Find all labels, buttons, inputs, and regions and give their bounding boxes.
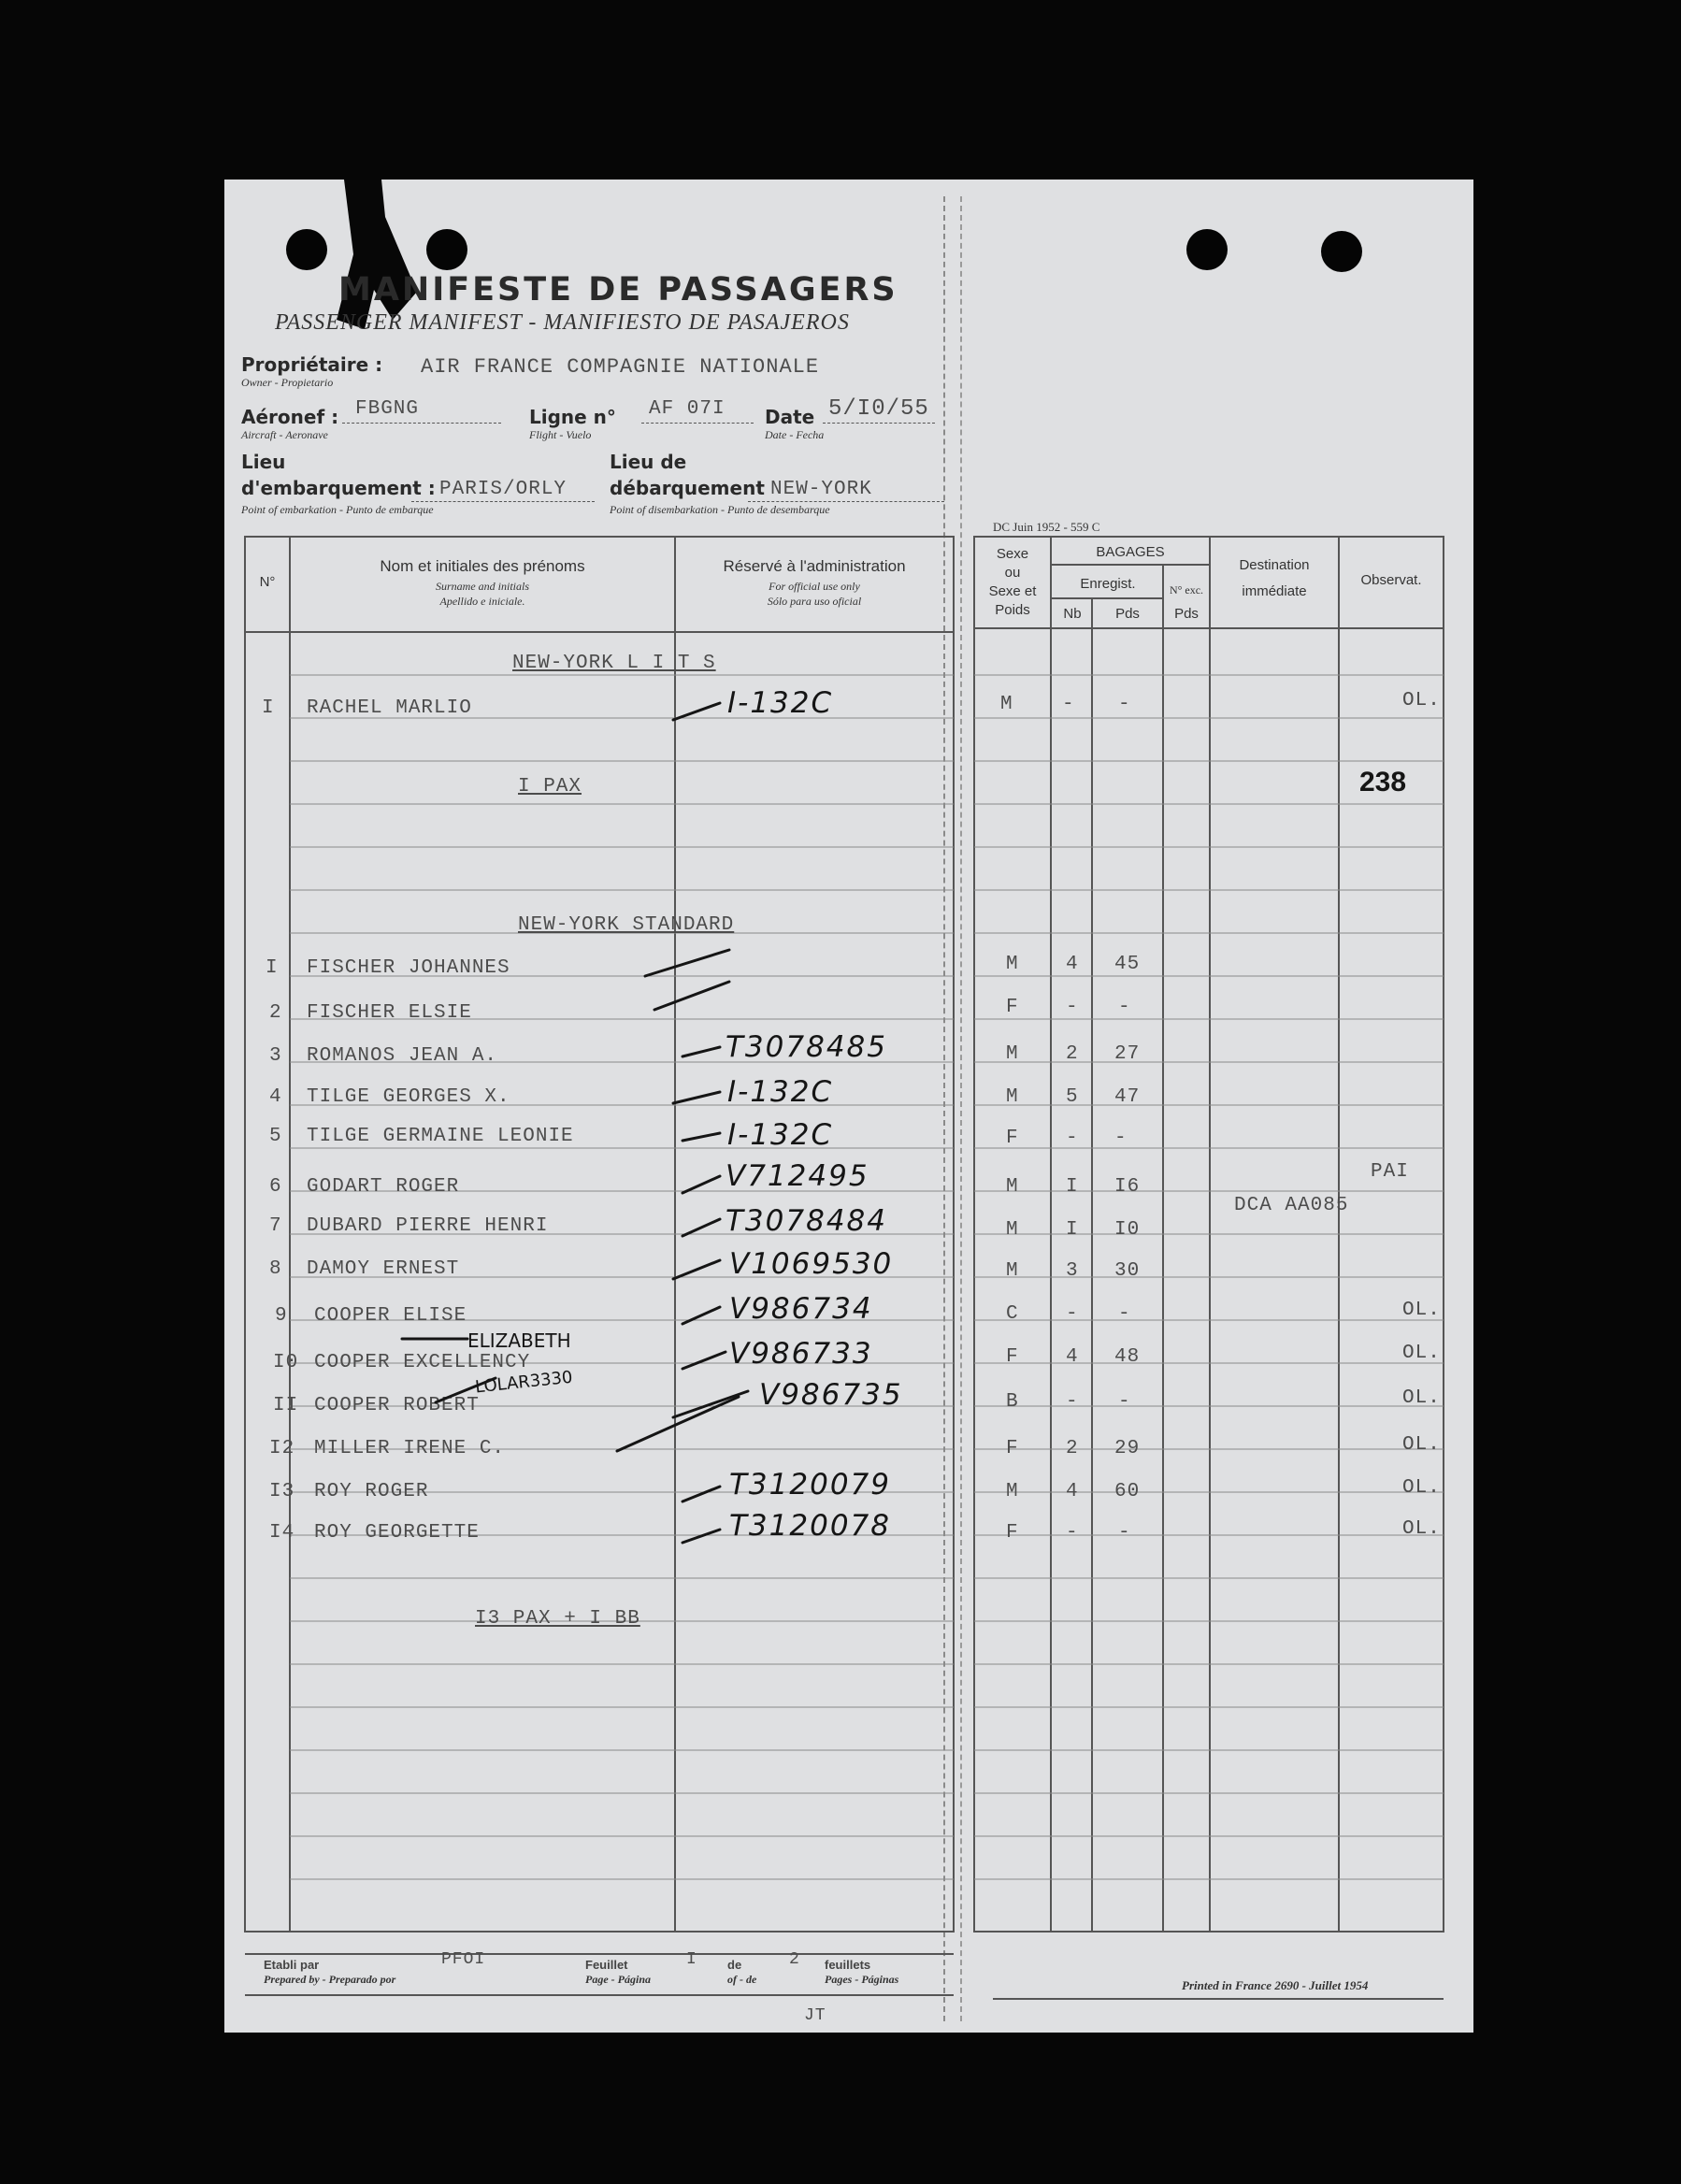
page-sub: Page - Página [585, 1973, 651, 1986]
column-header-name-sub-2: Apellido e iniciale. [439, 595, 525, 608]
baggage-weight: - [1118, 997, 1131, 1018]
page-label: Feuillet [585, 1958, 628, 1972]
baggage-weight: - [1118, 1391, 1131, 1413]
page-subtitle: PASSENGER MANIFEST - MANIFIESTO DE PASAJEROS [275, 310, 850, 335]
baggage-count: I [1066, 1219, 1079, 1241]
embarkation-label-2: d'embarquement : [241, 477, 436, 499]
sex: F [1006, 1438, 1019, 1459]
sex: M [1006, 1043, 1019, 1065]
baggage-count: 2 [1066, 1043, 1079, 1065]
date-label: Date [765, 406, 815, 428]
baggage-count: 5 [1066, 1086, 1079, 1108]
row-number: 2 [269, 1002, 282, 1024]
sex: M [1006, 1176, 1019, 1198]
passenger-name: ROMANOS JEAN A. [307, 1045, 498, 1067]
sex: F [1006, 1128, 1019, 1149]
annotation-lolar: LOLAR3330 [474, 1367, 574, 1398]
row-number: I2 [269, 1438, 295, 1459]
baggage-weight: 45 [1114, 954, 1141, 975]
sex: F [1006, 1522, 1019, 1544]
observation: OL. [1402, 1434, 1441, 1456]
initials: JT [804, 2006, 826, 2025]
passenger-name: DUBARD PIERRE HENRI [307, 1215, 549, 1237]
flight-label-sub: Flight - Vuelo [529, 428, 592, 441]
passenger-name: COOPER ROBERT [314, 1395, 480, 1416]
sex: M [1006, 1481, 1019, 1502]
sex: C [1006, 1303, 1019, 1325]
baggage-count: I [1066, 1176, 1079, 1198]
sex: M [1006, 1260, 1019, 1282]
column-header-destination-2: immédiate [1242, 583, 1307, 599]
row-number: 6 [269, 1176, 282, 1198]
destination: DCA AA085 [1234, 1195, 1349, 1216]
form-code: DC Juin 1952 - 559 C [993, 520, 1100, 534]
observation: OL. [1402, 1518, 1441, 1540]
column-header-no: N° [259, 574, 276, 590]
column-header-name: Nom et initiales des prénoms [380, 557, 585, 575]
baggage-weight: 47 [1114, 1086, 1141, 1108]
section-grand-total: I3 PAX + I BB [475, 1608, 640, 1630]
sex: F [1006, 1346, 1019, 1368]
baggage-count: - [1066, 1522, 1079, 1544]
baggage-weight: 27 [1114, 1043, 1141, 1065]
passenger-name: MILLER IRENE C. [314, 1438, 506, 1459]
passenger-name: FISCHER JOHANNES [307, 957, 510, 979]
row-number: 8 [269, 1258, 282, 1280]
flight-label: Ligne n° [529, 406, 616, 428]
row-number: II [273, 1395, 299, 1416]
date-value: 5/I0/55 [828, 396, 929, 422]
column-header-nb: Nb [1063, 606, 1082, 622]
observation: OL. [1402, 690, 1441, 711]
passenger-name: TILGE GERMAINE LEONIE [307, 1126, 574, 1147]
sex: M [1006, 1219, 1019, 1241]
column-header-registered: Enregist. [1080, 576, 1136, 592]
baggage-count: - [1066, 1303, 1079, 1325]
row-number: I4 [269, 1522, 295, 1544]
disembarkation-label-sub: Point of disembarkation - Punto de desembarque [610, 503, 830, 516]
column-header-excess-1: N° exc. [1169, 583, 1204, 596]
passenger-name: TILGE GEORGES X. [307, 1086, 510, 1108]
of-label: de [727, 1958, 742, 1972]
owner-label-sub: Owner - Propietario [241, 376, 334, 389]
admin-reference: V986734 [729, 1292, 873, 1326]
baggage-count: 3 [1066, 1260, 1079, 1282]
section-first-total: I PAX [518, 776, 582, 797]
flight-value: AF 07I [649, 398, 726, 420]
total-pages-value: 2 [789, 1950, 800, 1969]
admin-reference: V712495 [726, 1159, 869, 1193]
date-label-sub: Date - Fecha [765, 428, 825, 441]
page-value: I [686, 1950, 697, 1969]
row-number: I3 [269, 1481, 295, 1502]
stamp-number: 238 [1359, 767, 1407, 797]
baggage-count: 2 [1066, 1438, 1079, 1459]
column-header-name-sub-1: Surname and initials [435, 580, 529, 593]
column-header-sex-3: Sexe et [988, 583, 1037, 599]
row-number: 5 [269, 1126, 282, 1147]
passenger-name: DAMOY ERNEST [307, 1258, 460, 1280]
embarkation-label-1: Lieu [241, 451, 286, 473]
sex: M [1000, 694, 1013, 715]
column-header-observ: Observat. [1360, 572, 1422, 588]
admin-reference: T3120079 [729, 1468, 891, 1502]
column-header-sex-2: ou [1004, 565, 1021, 581]
aircraft-value: FBGNG [355, 398, 420, 420]
row-number: I [262, 697, 275, 719]
baggage-weight: - [1118, 694, 1131, 715]
owner-value: AIR FRANCE COMPAGNIE NATIONALE [421, 355, 820, 379]
baggage-weight: I0 [1114, 1219, 1141, 1241]
prepared-sub: Prepared by - Preparado por [264, 1973, 396, 1986]
baggage-weight: - [1118, 1303, 1131, 1325]
printed-note: Printed in France 2690 - Juillet 1954 [1182, 1978, 1369, 1992]
admin-reference: I-132C [727, 686, 834, 720]
aircraft-label: Aéronef : [241, 406, 339, 428]
row-number: 9 [275, 1305, 288, 1327]
passenger-name: COOPER EXCELLENCY [314, 1352, 531, 1373]
page-title: MANIFESTE DE PASSAGERS [338, 271, 898, 309]
baggage-weight: 48 [1114, 1346, 1141, 1368]
passenger-name: ROY ROGER [314, 1481, 429, 1502]
baggage-count: - [1066, 997, 1079, 1018]
admin-reference: T3120078 [729, 1509, 891, 1543]
section-first-class: NEW-YORK L I T S [512, 653, 716, 674]
column-header-destination-1: Destination [1239, 557, 1310, 573]
admin-reference: I-132C [727, 1075, 834, 1109]
observation: OL. [1402, 1343, 1441, 1364]
row-number: 7 [269, 1215, 282, 1237]
baggage-count: 4 [1066, 954, 1079, 975]
column-header-baggage: BAGAGES [1096, 544, 1165, 560]
baggage-count: - [1066, 1391, 1079, 1413]
column-header-sex-4: Poids [995, 602, 1030, 618]
baggage-weight: 60 [1114, 1481, 1141, 1502]
observation: OL. [1402, 1387, 1441, 1409]
baggage-weight: 30 [1114, 1260, 1141, 1282]
pages-sub: Pages - Páginas [825, 1973, 899, 1986]
row-number: 3 [269, 1045, 282, 1067]
passenger-name: FISCHER ELSIE [307, 1002, 472, 1024]
baggage-count: 4 [1066, 1481, 1079, 1502]
disembarkation-value: NEW-YORK [770, 479, 872, 500]
of-sub: of - de [727, 1973, 757, 1986]
annotation-elizabeth: ELIZABETH [467, 1329, 571, 1352]
column-header-excess-2: Pds [1174, 606, 1199, 622]
section-standard: NEW-YORK STANDARD [518, 914, 735, 936]
column-header-sex-1: Sexe [996, 546, 1029, 562]
baggage-count: 4 [1066, 1346, 1079, 1368]
passenger-name: GODART ROGER [307, 1176, 460, 1198]
admin-reference: V1069530 [729, 1247, 894, 1281]
admin-reference: I-132C [727, 1118, 834, 1152]
embarkation-label-sub: Point of embarkation - Punto de embarque [241, 503, 434, 516]
prepared-value: PFOI [441, 1950, 486, 1969]
prepared-label: Etabli par [264, 1958, 320, 1972]
sex: B [1006, 1391, 1019, 1413]
baggage-weight: I6 [1114, 1176, 1141, 1198]
observation: OL. [1402, 1300, 1441, 1321]
owner-label: Propriétaire : [241, 353, 383, 376]
observation: OL. [1402, 1477, 1441, 1499]
row-number: I [266, 957, 279, 979]
passenger-name: RACHEL MARLIO [307, 697, 472, 719]
baggage-count: - [1066, 1128, 1079, 1149]
pages-label: feuillets [825, 1958, 871, 1972]
admin-reference: T3078485 [726, 1030, 887, 1064]
column-header-admin-sub-1: For official use only [769, 580, 860, 593]
observation: PAI [1371, 1161, 1409, 1183]
admin-reference: T3078484 [726, 1204, 887, 1238]
sex: M [1006, 1086, 1019, 1108]
row-number: 4 [269, 1086, 282, 1108]
baggage-count: - [1062, 694, 1075, 715]
baggage-weight: - [1118, 1522, 1131, 1544]
baggage-weight: - [1114, 1128, 1128, 1149]
embarkation-value: PARIS/ORLY [439, 479, 568, 500]
disembarkation-label-2: débarquement [610, 477, 765, 499]
disembarkation-label-1: Lieu de [610, 451, 687, 473]
admin-reference: V986733 [729, 1337, 873, 1371]
baggage-weight: 29 [1114, 1438, 1141, 1459]
admin-reference: V986735 [759, 1378, 903, 1412]
column-header-admin: Réservé à l'administration [723, 557, 906, 575]
column-header-admin-sub-2: Sólo para uso oficial [767, 595, 862, 608]
row-number: I0 [273, 1352, 299, 1373]
aircraft-label-sub: Aircraft - Aeronave [241, 428, 328, 441]
passenger-name: COOPER ELISE [314, 1305, 467, 1327]
passenger-name: ROY GEORGETTE [314, 1522, 480, 1544]
sex: M [1006, 954, 1019, 975]
sex: F [1006, 997, 1019, 1018]
column-header-pds: Pds [1115, 606, 1140, 622]
